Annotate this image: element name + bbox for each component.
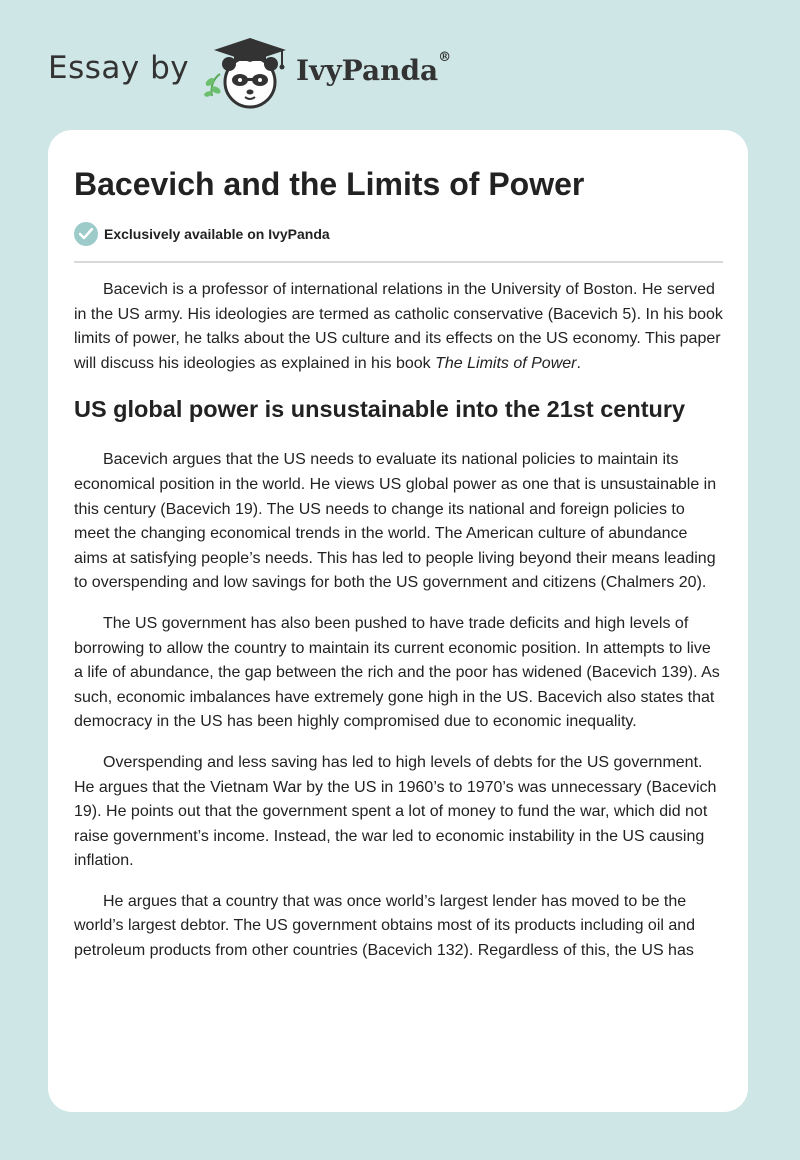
essay-body: [74, 278, 724, 980]
registered-mark: ®: [438, 50, 452, 65]
section-heading: US global power is unsustainable into the 21st century: [74, 396, 686, 423]
paragraph: Bacevich argues that the US needs to evaluate its national policies to maintain its economical position in the world. He views US global power as one that is unsustainable in this century (Bacevich 19). The US needs to change its national and foreign policies to meet the changing economical trends in the world. The American culture of abundance aims at satisfying people’s needs. This has led to people living beyond their means leading to overspending and low savings for both the US government and citizens (Chalmers 20).: [74, 451, 717, 592]
site-header: [0, 0, 800, 130]
paragraph: He argues that a country that was once world’s largest lender has moved to be the world’s largest debtor. The US government obtains most of its products including oil and petroleum products from other countries (Bacevich 132). Regardless of this, the US has: [74, 892, 696, 960]
paragraph-intro-end: .: [576, 354, 581, 372]
paragraph: Overspending and less saving has led to high levels of debts for the US government. He argues that the Vietnam War by the US in 1960’s to 1970’s was unnecessary (Bacevich 19). He points out that the government spent a lot of money to fund the war, which did not raise government’s income. Instead, the war led to economic instability in the US causing inflation.: [74, 753, 717, 870]
panda-logo-icon[interactable]: [202, 34, 292, 110]
essay-card: [48, 130, 748, 1112]
availability-badge: [74, 222, 330, 246]
brand-prefix: Essay by: [48, 50, 190, 86]
page-title: Bacevich and the Limits of Power: [74, 166, 585, 202]
book-title: The Limits of Power: [435, 354, 577, 372]
divider: [74, 261, 723, 263]
checkmark-circle-icon: [74, 222, 98, 246]
brand-name-text: IvyPanda: [296, 54, 439, 87]
paragraph-intro-text: Bacevich is a professor of international relations in the University of Boston. He served in the US army. His ideologies are termed as catholic conservative (Bacevich 5). In his book limits of power, he talks about the US culture and its effects on the US economy. This paper will discuss his ideologies as explained in his book: [74, 281, 723, 372]
availability-text: Exclusively available on IvyPanda: [104, 226, 330, 242]
brand-name[interactable]: [296, 50, 452, 87]
paragraph-intro: [74, 278, 724, 376]
paragraph: The US government has also been pushed to have trade deficits and high levels of borrowing to allow the country to maintain its current economic position. In attempts to live a life of abundance, the gap between the rich and the poor has widened (Bacevich 139). As such, economic imbalances have extremely gone high in the US. Bacevich also states that democracy in the US has been highly compromised due to economic inequality.: [74, 614, 720, 731]
